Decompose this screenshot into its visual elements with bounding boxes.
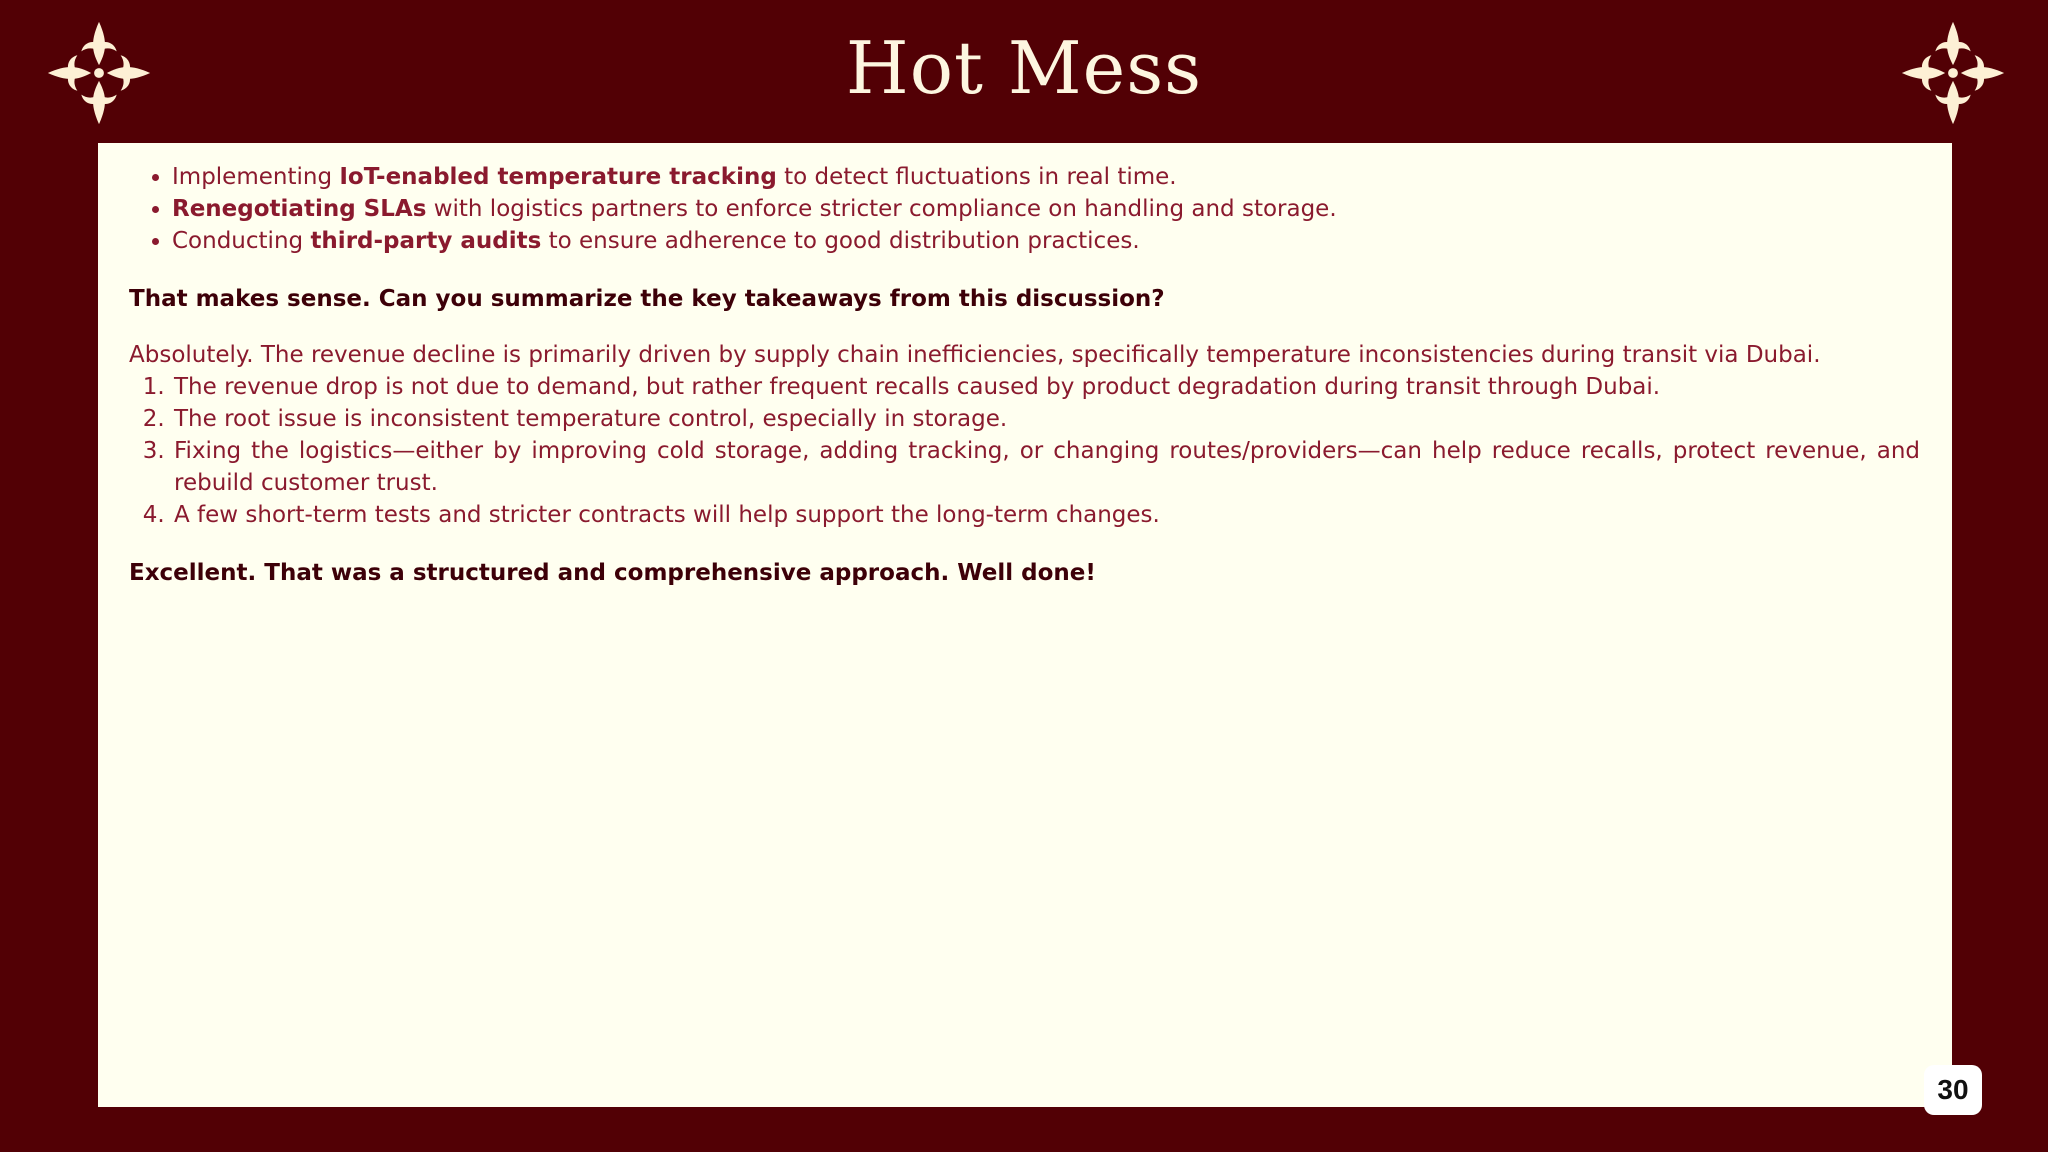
takeaways-list	[129, 371, 1920, 531]
list-item	[172, 225, 1920, 257]
list-item: 3. Fixing the logistics—either by improving cold storage, adding tracking, or changing routes/providers—can help reduce recalls, protect revenue, and rebuild customer trust.	[172, 435, 1920, 499]
interviewer-question: That makes sense. Can you summarize the key takeaways from this discussion?	[129, 286, 1165, 312]
list-item: 4. A few short-term tests and stricter contracts will help support the long-term changes.	[172, 499, 1920, 531]
bullet-emphasis: IoT-enabled temperature tracking	[339, 164, 777, 190]
bullet-text: to ensure adherence to good distribution practices.	[541, 228, 1140, 254]
slide-title: Hot Mess	[845, 26, 1203, 110]
list-item	[172, 193, 1920, 225]
answer-intro: Absolutely. The revenue decline is primarily driven by supply chain inefficiencies, specifically temperature inconsistencies during transit via Dubai.	[129, 342, 1821, 368]
list-item	[172, 161, 1920, 193]
bullet-emphasis: Renegotiating SLAs	[172, 196, 427, 222]
list-item: 2. The root issue is inconsistent temperature control, especially in storage.	[172, 403, 1920, 435]
closing-remark: Excellent. That was a structured and comprehensive approach. Well done!	[129, 560, 1096, 586]
bullet-text: Conducting	[172, 228, 311, 254]
bullet-text: Implementing	[172, 164, 340, 190]
list-item: 1. The revenue drop is not due to demand, but rather frequent recalls caused by product degradation during transit through Dubai.	[172, 371, 1920, 403]
content-panel	[98, 143, 1952, 1107]
page-number: 30	[1924, 1065, 1982, 1115]
bullet-emphasis: third-party audits	[310, 228, 542, 254]
bullet-text: to detect fluctuations in real time.	[776, 164, 1177, 190]
bullet-text: with logistics partners to enforce stricter compliance on handling and storage.	[426, 196, 1337, 222]
action-bullet-list	[129, 161, 1920, 257]
